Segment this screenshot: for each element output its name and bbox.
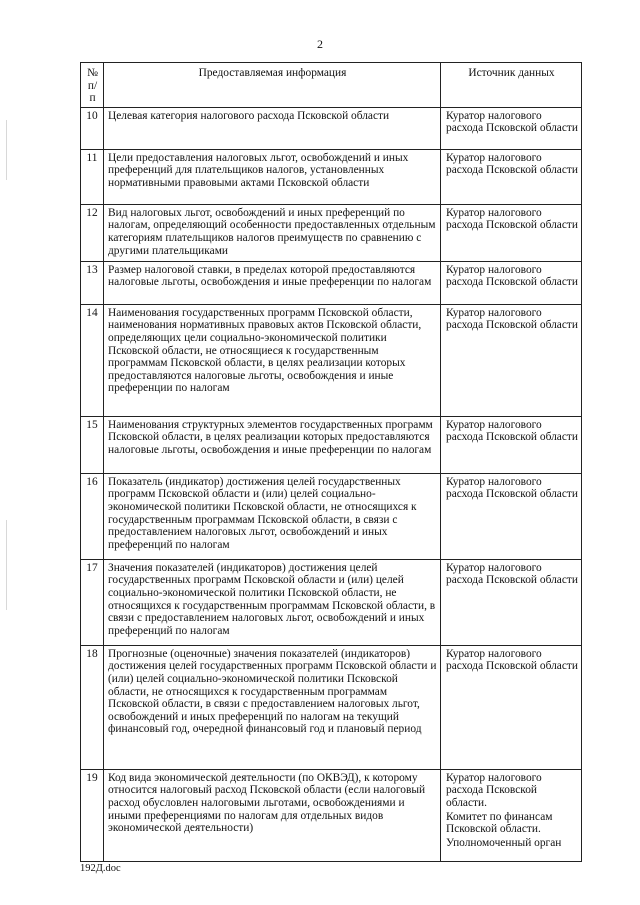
row-info: Цели предоставления налоговых льгот, освобождений и иных преференций для плательщиков налогов, установленных нормативными правовыми актами Псковской области: [104, 149, 441, 204]
table-row: [81, 204, 582, 261]
row-info: Значения показателей (индикаторов) достижения целей государственных программ Псковской области и (или) целей социально-экономической политики Псковской области, не относящихся к государственным программам Псковской области, в связи с предоставлением налоговых льгот, освобождений и иных преференций по налогам: [104, 559, 441, 645]
table-row: [81, 645, 582, 769]
source-line: Куратор налогового расхода Псковской области.: [446, 771, 542, 809]
source-line: Куратор налогового расхода Псковской области: [446, 306, 578, 332]
row-number: 16: [81, 473, 104, 559]
row-number: 17: [81, 559, 104, 645]
row-number: 11: [81, 149, 104, 204]
source-line: Куратор налогового расхода Псковской области: [446, 151, 578, 177]
row-number: 10: [81, 107, 104, 149]
table-row: [81, 261, 582, 304]
row-source: [441, 107, 582, 149]
row-number: 12: [81, 204, 104, 261]
table-row: [81, 559, 582, 645]
row-source: [441, 473, 582, 559]
row-info: Вид налоговых льгот, освобождений и иных преференций по налогам, определяющий особенности предоставленных отдельным категориям плательщиков налогов преимуществ по сравнению с другими плательщиками: [104, 204, 441, 261]
source-line: Куратор налогового расхода Псковской области: [446, 475, 578, 501]
info-table: [80, 62, 582, 862]
row-info: Размер налоговой ставки, в пределах которой предоставляются налоговые льготы, освобождения и иные преференции по налогам: [104, 261, 441, 304]
row-info: Показатель (индикатор) достижения целей государственных программ Псковской области и (или) целей социально-экономической политики Псковской области, не относящихся к государственным программам Псковской области, в связи с предоставлением налоговых льгот, освобождений и иных преференций по налогам: [104, 473, 441, 559]
source-line: Куратор налогового расхода Псковской области: [446, 418, 578, 444]
header-num: [81, 63, 104, 108]
source-line: Куратор налогового расхода Псковской области: [446, 647, 578, 673]
table-row: [81, 769, 582, 861]
row-info: Наименования структурных элементов государственных программ Псковской области, в целях реализации которых предоставляются налоговые льготы, освобождения и иные преференции по налогам: [104, 416, 441, 473]
table-row: [81, 149, 582, 204]
source-line: Куратор налогового расхода Псковской области: [446, 206, 578, 232]
table-row: [81, 416, 582, 473]
source-line: Куратор налогового расхода Псковской области: [446, 109, 578, 135]
row-source: [441, 204, 582, 261]
source-line: Уполномоченный орган: [446, 836, 562, 849]
row-source: [441, 261, 582, 304]
document-filename: 192Д.doc: [80, 863, 121, 874]
row-info: Прогнозные (оценочные) значения показателей (индикаторов) достижения целей государственных программ Псковской области и (или) целей социально-экономической политики Псковской области, не относящихся к государственным программам Псковской области, в связи с предоставлением налоговых льгот, освобождений и иных преференций по налогам на текущий финансовый год, очередной финансовый год и плановый период: [104, 645, 441, 769]
header-num-label: № п/п: [87, 67, 98, 105]
row-number: 13: [81, 261, 104, 304]
table-row: [81, 304, 582, 416]
scan-edge-mark: [6, 520, 7, 610]
row-number: 18: [81, 645, 104, 769]
header-info: [104, 63, 441, 108]
row-number: 19: [81, 769, 104, 861]
row-info: Наименования государственных программ Псковской области, наименования нормативных правовых актов Псковской области, определяющих цели социально-экономической политики Псковской области, не относящиеся к государственным программам Псковской области, в целях реализации которых предоставляются налоговые льготы, освобождения и иные преференции по налогам: [104, 304, 441, 416]
row-source: [441, 769, 582, 861]
source-line: Куратор налогового расхода Псковской области: [446, 263, 578, 289]
page-number: 2: [317, 37, 323, 51]
row-source: [441, 416, 582, 473]
table-header-row: [81, 63, 582, 108]
row-source: [441, 149, 582, 204]
row-source: [441, 645, 582, 769]
header-source-label: Источник данных: [468, 67, 555, 79]
row-source: [441, 304, 582, 416]
table-row: [81, 473, 582, 559]
row-info: Код вида экономической деятельности (по ОКВЭД), к которому относится налоговый расход Псковской области (если налоговый расход обусловлен налоговыми льготами, освобождениями и иными преференциями по налогам для отдельных видов экономической деятельности): [104, 769, 441, 861]
header-source: [441, 63, 582, 108]
row-source: [441, 559, 582, 645]
row-info: Целевая категория налогового расхода Псковской области: [104, 107, 441, 149]
table-row: [81, 107, 582, 149]
source-line: Куратор налогового расхода Псковской области: [446, 561, 578, 587]
row-number: 14: [81, 304, 104, 416]
source-line: Комитет по финансам Псковской области.: [446, 810, 553, 836]
header-info-label: Предоставляемая информация: [198, 67, 347, 79]
row-number: 15: [81, 416, 104, 473]
scan-edge-mark: [6, 120, 7, 180]
